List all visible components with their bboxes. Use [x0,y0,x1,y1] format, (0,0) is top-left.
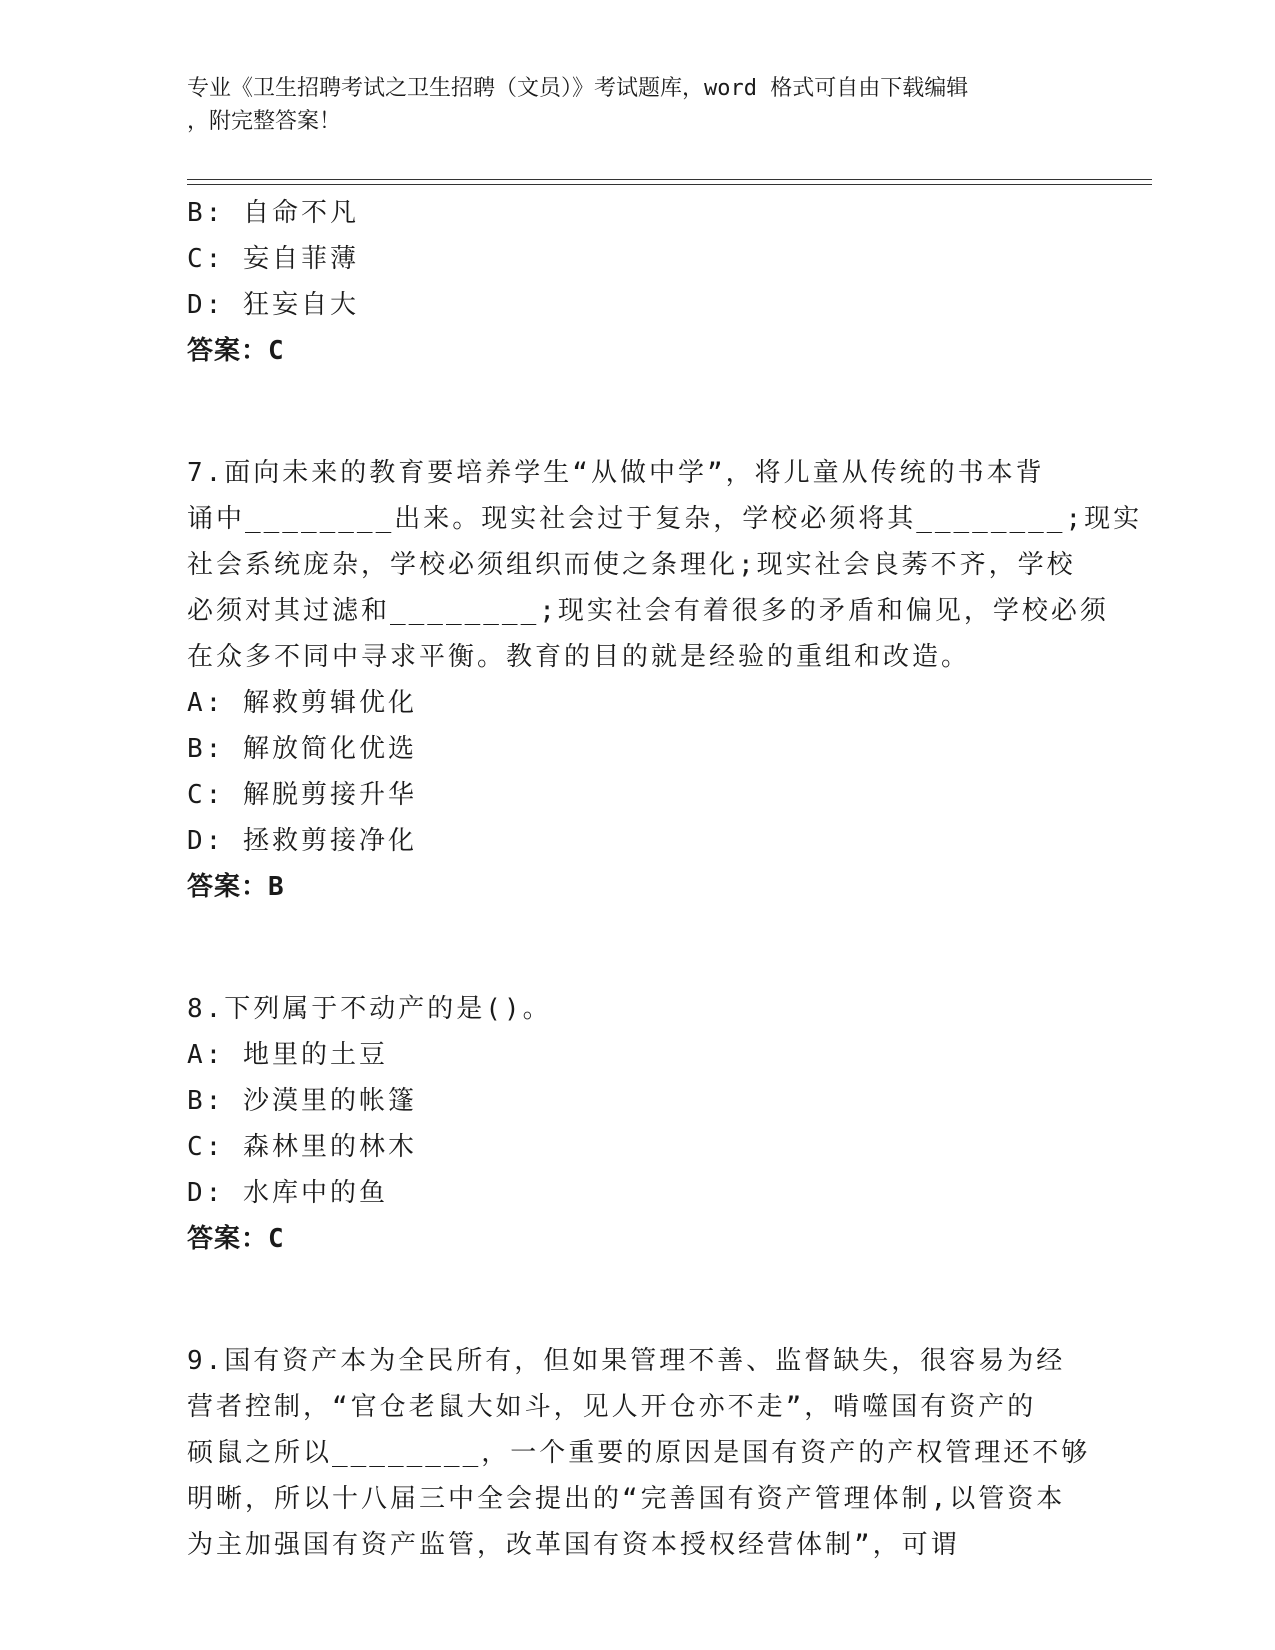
option-a: A: 地里的土豆 [187,1040,388,1070]
option-c: C: 森林里的林木 [187,1132,417,1162]
question-stem-line: 9.国有资产本为全民所有，但如果管理不善、监督缺失，很容易为经 [187,1346,1066,1376]
question-stem-line: 7.面向未来的教育要培养学生“从做中学”，将儿童从传统的书本背 [187,458,1045,488]
option-b: B: 自命不凡 [187,198,359,228]
header-divider-top [187,179,1152,180]
question-stem-line: 明晰，所以十八届三中全会提出的“完善国有资产管理体制,以管资本 [187,1484,1066,1514]
question-stem-line: 在众多不同中寻求平衡。教育的目的就是经验的重组和改造。 [187,642,971,672]
option-b: B: 沙漠里的帐篷 [187,1086,417,1116]
answer-line: 答案：C [187,1224,285,1254]
answer-line: 答案：C [187,336,285,366]
option-c: C: 解脱剪接升华 [187,780,417,810]
question-stem-line: 必须对其过滤和________;现实社会有着很多的矛盾和偏见，学校必须 [187,596,1109,626]
question-stem-line: 社会系统庞杂，学校必须组织而使之条理化;现实社会良莠不齐，学校 [187,550,1076,580]
header-divider-bottom [187,184,1152,185]
option-c: C: 妄自菲薄 [187,244,359,274]
header-line-1: 专业《卫生招聘考试之卫生招聘（文员）》考试题库，word 格式可自由下载编辑 [187,76,969,101]
question-9 [187,1338,1091,1568]
option-d: D: 狂妄自大 [187,290,359,320]
question-stem-line: 营者控制，“官仓老鼠大如斗，见人开仓亦不走”，啃噬国有资产的 [187,1392,1037,1422]
option-b: B: 解放简化优选 [187,734,417,764]
answer-line: 答案：B [187,872,285,902]
option-a: A: 解救剪辑优化 [187,688,417,718]
header-line-2: ，附完整答案！ [187,109,342,134]
document-header [187,72,1087,138]
question-stem-line: 硕鼠之所以________，一个重要的原因是国有资产的产权管理还不够 [187,1438,1091,1468]
question-stem-line: 诵中________出来。现实社会过于复杂，学校必须将其________;现实 [187,504,1143,534]
question-7 [187,450,1143,910]
document-body [187,190,1143,1568]
option-d: D: 水库中的鱼 [187,1178,388,1208]
option-d: D: 拯救剪接净化 [187,826,417,856]
question-stem-line: 为主加强国有资产监管，改革国有资本授权经营体制”，可谓 [187,1530,960,1560]
question-6-tail [187,190,1087,374]
question-stem-line: 8.下列属于不动产的是()。 [187,994,552,1024]
question-8 [187,986,1087,1262]
